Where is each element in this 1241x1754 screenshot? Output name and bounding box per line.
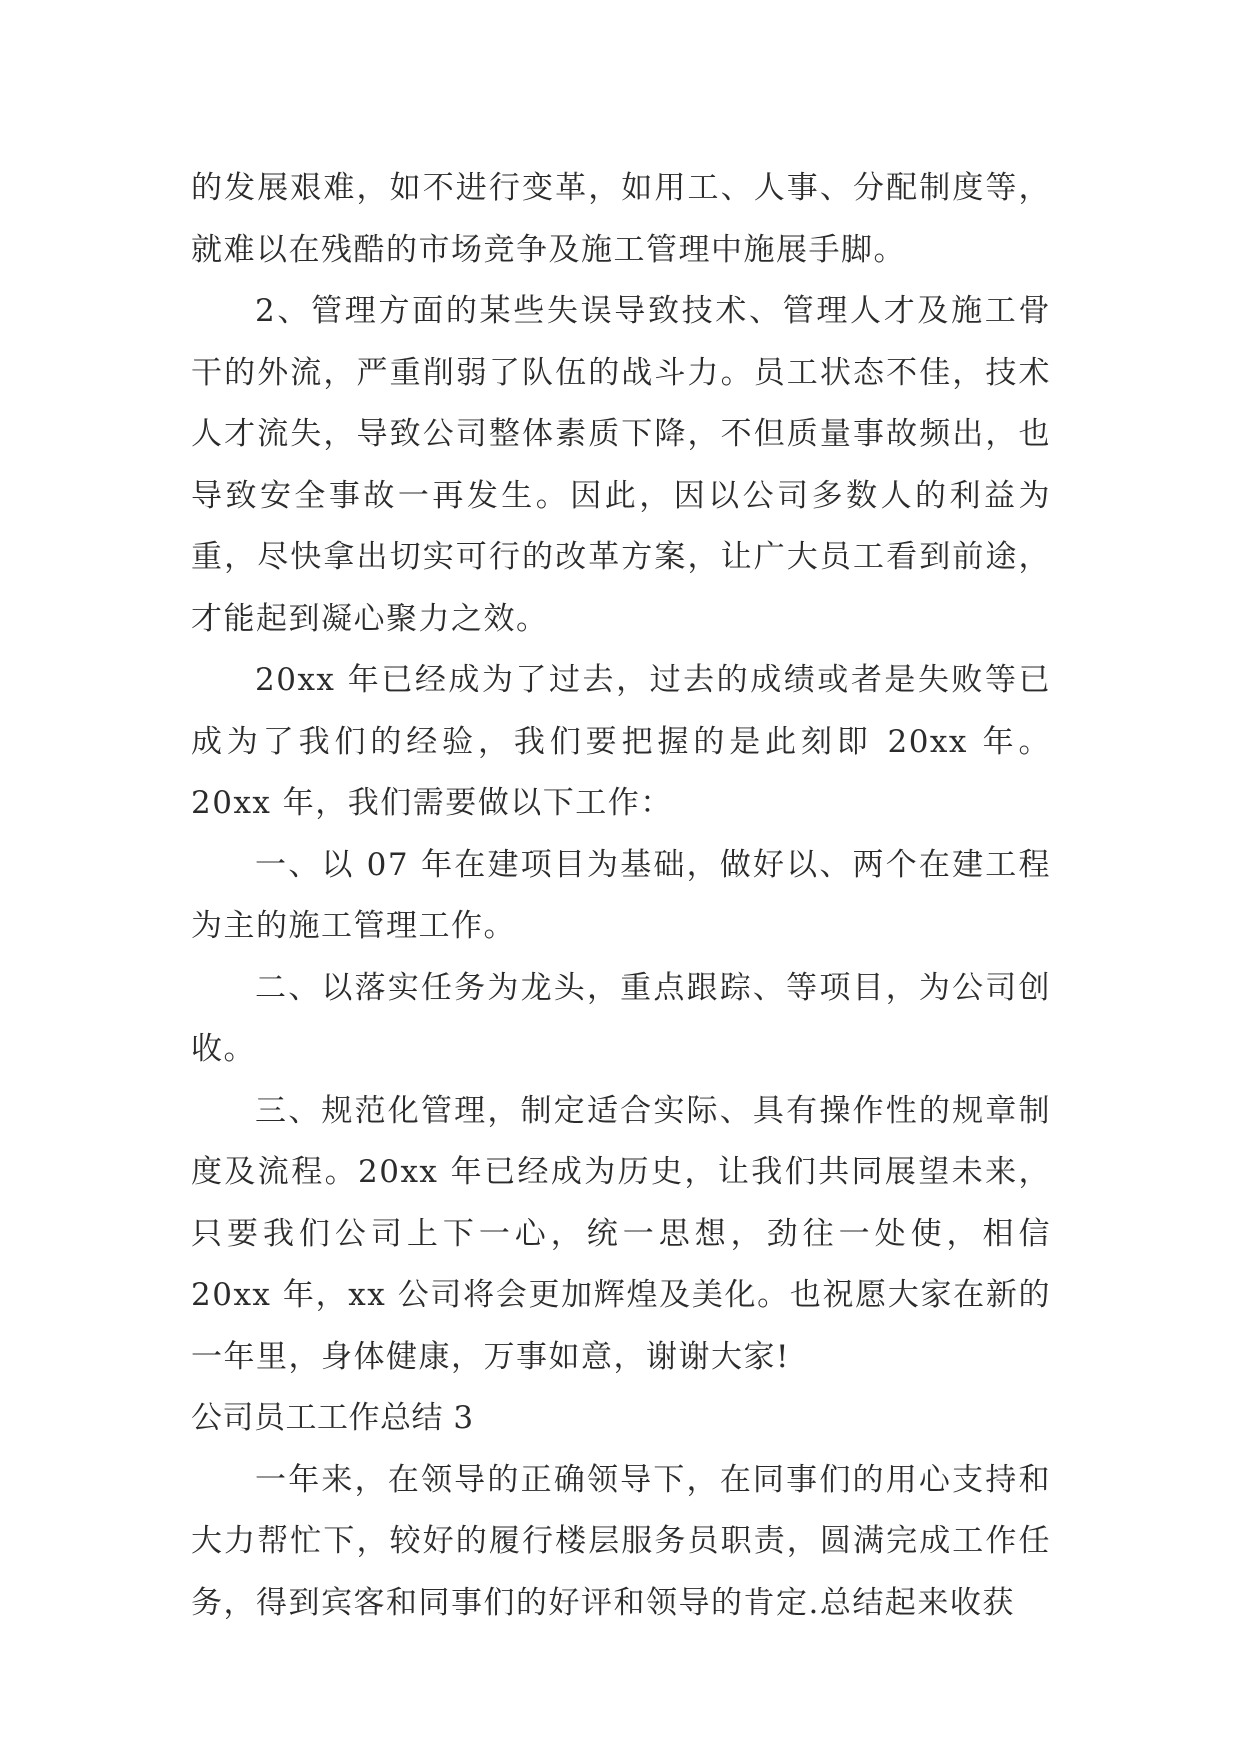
paragraph-section-intro: 一年来，在领导的正确领导下，在同事们的用心支持和大力帮忙下，较好的履行楼层服务员职责，圆满完成工作任务，得到宾客和同事们的好评和领导的肯定.总结起来收获 <box>191 1461 1051 1621</box>
document-body <box>191 158 1051 1634</box>
paragraph-task-one: 一、以 07 年在建项目为基础，做好以、两个在建工程为主的施工管理工作。 <box>191 846 1051 944</box>
paragraph-year-review: 20xx 年已经成为了过去，过去的成绩或者是失败等已成为了我们的经验，我们要把握的是此刻即 20xx 年。20xx 年，我们需要做以下工作： <box>191 662 1051 821</box>
paragraph-continuation: 的发展艰难，如不进行变革，如用工、人事、分配制度等，就难以在残酷的市场竞争及施工管理中施展手脚。 <box>191 170 1051 268</box>
section-title: 公司员工工作总结 3 <box>191 1400 474 1436</box>
paragraph-task-two: 二、以落实任务为龙头，重点跟踪、等项目，为公司创收。 <box>191 969 1051 1067</box>
paragraph-task-three: 三、规范化管理，制定适合实际、具有操作性的规章制度及流程。20xx 年已经成为历史，让我们共同展望未来，只要我们公司上下一心，统一思想，劲往一处使，相信 20xx 年，xx 公司将会更加辉煌及美化。也祝愿大家在新的一年里，身体健康，万事如意，谢谢大家! <box>191 1092 1051 1375</box>
paragraph-management-issues: 2、管理方面的某些失误导致技术、管理人才及施工骨干的外流，严重削弱了队伍的战斗力。员工状态不佳，技术人才流失，导致公司整体素质下降，不但质量事故频出，也导致安全事故一再发生。因此，因以公司多数人的利益为重，尽快拿出切实可行的改革方案，让广大员工看到前途，才能起到凝心聚力之效。 <box>191 293 1051 637</box>
